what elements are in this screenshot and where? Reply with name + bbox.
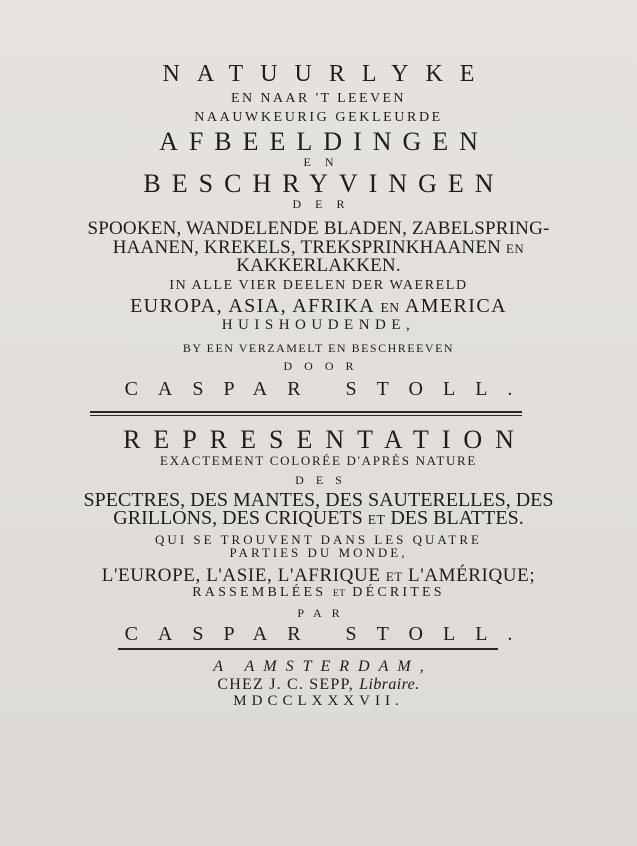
collected-line-fr: RASSEMBLÉES ET DÉCRITES [192, 585, 445, 600]
title-afbeeldingen: AFBEELDINGEN [159, 127, 489, 156]
continents-line: EUROPA, ASIA, AFRIKA EN AMERICA [130, 295, 507, 317]
title-natuurlyke: NATUURLYKE [162, 61, 492, 87]
connector-des: DES [295, 473, 354, 487]
region-line-fr: PARTIES DU MONDE, [229, 545, 408, 560]
connector-par: PAR [297, 606, 350, 620]
connector-door: DOOR [283, 359, 366, 373]
region-line: IN ALLE VIER DEELEN DER WAERELD [169, 278, 468, 293]
subject-line: KAKKERLAKKEN. [236, 255, 401, 276]
divider-rule [90, 411, 522, 416]
author-name-dutch: CASPAR STOLL. [124, 378, 533, 400]
author-name-fr: CASPAR STOLL. [124, 623, 533, 645]
region-line-fr: QUI SE TROUVENT DANS LES QUATRE [155, 532, 482, 547]
connector-der: DER [292, 197, 359, 211]
subtitle-line: EN NAAR 'T LEEVEN [231, 91, 406, 106]
title-beschryvingen: BESCHRYVINGEN [143, 169, 505, 198]
subtitle-line-fr: EXACTEMENT COLORÉE D'APRÈS NATURE [159, 453, 478, 468]
divider-rule [118, 648, 498, 650]
connector-en: EN [303, 155, 348, 169]
imprint-date: MDCCLXXXVII. [233, 693, 404, 709]
imprint-publisher: CHEZ J. C. SEPP, Libraire. [217, 676, 420, 693]
subject-line-fr: SPECTRES, DES MANTES, DES SAUTERELLES, DES [83, 489, 554, 511]
title-representation: REPRESENTATION [123, 425, 527, 454]
subject-line: SPOOKEN, WANDELENDE BLADEN, ZABELSPRING- [87, 218, 550, 239]
huishoudende-line: HUISHOUDENDE, [221, 317, 416, 333]
subtitle-line: NAAUWKEURIG GEKLEURDE [194, 110, 443, 125]
continents-line-fr: L'EUROPE, L'ASIE, L'AFRIQUE ET L'AMÉRIQUE; [101, 565, 536, 586]
imprint-place: A AMSTERDAM, [213, 658, 433, 675]
collected-line: BY EEN VERZAMELT EN BESCHREEVEN [182, 341, 455, 355]
subject-line-fr: GRILLONS, DES CRIQUETS ET DES BLATTES. [113, 507, 524, 529]
subject-line: HAANEN, KREKELS, TREKSPRINKHAANEN EN [112, 237, 525, 258]
